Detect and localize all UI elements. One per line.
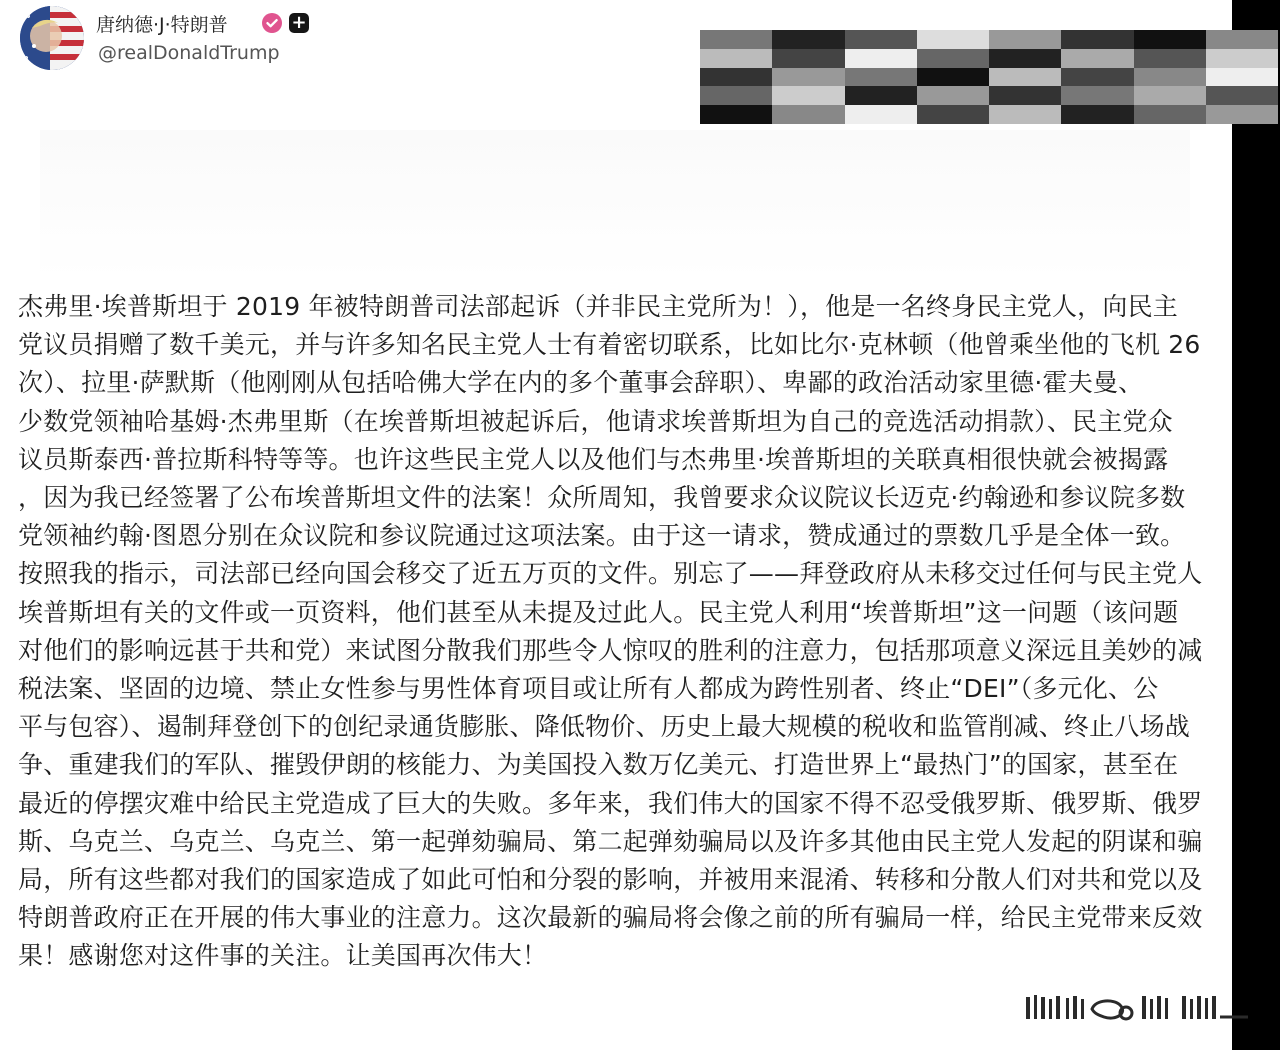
mosaic-cell xyxy=(1061,30,1133,49)
mosaic-cell xyxy=(989,86,1061,105)
plus-icon[interactable]: + xyxy=(289,13,309,33)
mosaic-cell xyxy=(1134,49,1206,68)
mosaic-cell xyxy=(772,30,844,49)
mosaic-cell xyxy=(1206,68,1278,87)
mosaic-cell xyxy=(845,49,917,68)
faded-post-area xyxy=(40,130,1190,280)
mosaic-cell xyxy=(772,105,844,124)
post-body-line: 争、重建我们的军队、摧毁伊朗的核能力、为美国投入数万亿美元、打造世界上“最热门”的国家，甚至在 xyxy=(18,750,1179,780)
post-body-line: 最近的停摆灾难中给民主党造成了巨大的失败。多年来，我们伟大的国家不得不忍受俄罗斯、俄罗斯、俄罗 xyxy=(18,788,1203,818)
mosaic-cell xyxy=(845,68,917,87)
post-body-line: 党议员捐赠了数千美元，并与许多知名民主党人士有着密切联系，比如比尔·克林顿（他曾乘坐他的飞机 26 xyxy=(18,330,1201,360)
post-body-line: 特朗普政府正在开展的伟大事业的注意力。这次最新的骗局将会像之前的所有骗局一样，给民主党带来反效 xyxy=(18,903,1203,933)
mosaic-cell xyxy=(1061,105,1133,124)
mosaic-cell xyxy=(1134,86,1206,105)
watermark-logo xyxy=(1022,993,1252,1023)
post-body xyxy=(18,288,1218,976)
mosaic-cell xyxy=(1206,30,1278,49)
post-body-line: 次）、拉里·萨默斯（他刚刚从包括哈佛大学在内的多个董事会辞职）、卑鄙的政治活动家里德·霍夫曼、 xyxy=(18,368,1144,398)
mosaic-cell xyxy=(1134,105,1206,124)
author-handle[interactable]: @realDonaldTrump xyxy=(98,42,280,64)
post-body-line: 斯、乌克兰、乌克兰、乌克兰、第一起弹劾骗局、第二起弹劾骗局以及许多其他由民主党人发起的阴谋和骗 xyxy=(18,826,1203,856)
mosaic-cell xyxy=(1134,68,1206,87)
mosaic-cell xyxy=(989,30,1061,49)
mosaic-cell xyxy=(700,86,772,105)
mosaic-cell xyxy=(772,86,844,105)
author-avatar[interactable] xyxy=(20,6,84,70)
mosaic-cell xyxy=(989,105,1061,124)
avatar-image xyxy=(20,6,84,70)
mosaic-cell xyxy=(1061,68,1133,87)
right-edge-bar xyxy=(1232,0,1280,1050)
mosaic-cell xyxy=(1134,30,1206,49)
mosaic-cell xyxy=(1061,86,1133,105)
mosaic-cell xyxy=(772,68,844,87)
post-body-line: 平与包容）、遏制拜登创下的创纪录通货膨胀、降低物价、历史上最大规模的税收和监管削减、终止八场战 xyxy=(18,712,1190,742)
mosaic-cell xyxy=(845,86,917,105)
mosaic-cell xyxy=(845,30,917,49)
post-body-line: 埃普斯坦有关的文件或一页资料，他们甚至从未提及过此人。民主党人利用“埃普斯坦”这一问题（该问题 xyxy=(18,597,1179,627)
post-body-line: 税法案、坚固的边境、禁止女性参与男性体育项目或让所有人都成为跨性别者、终止“DEI”（多元化、公 xyxy=(18,674,1159,704)
post-body-line: 果！感谢您对这件事的关注。让美国再次伟大！ xyxy=(18,941,548,971)
mosaic-cell xyxy=(1061,49,1133,68)
mosaic-cell xyxy=(917,105,989,124)
post-body-line: 议员斯泰西·普拉斯科特等等。也许这些民主党人以及他们与杰弗里·埃普斯坦的关联真相很快就会被揭露 xyxy=(18,444,1169,474)
post-body-line: 局，所有这些都对我们的国家造成了如此可怕和分裂的影响，并被用来混淆、转移和分散人们对共和党以及 xyxy=(18,865,1203,895)
verified-badge-icon xyxy=(262,13,282,33)
post-body-line: 对他们的影响远甚于共和党）来试图分散我们那些令人惊叹的胜利的注意力，包括那项意义深远且美妙的减 xyxy=(18,635,1203,665)
mosaic-cell xyxy=(917,68,989,87)
mosaic-redaction xyxy=(700,30,1278,124)
author-name[interactable]: 唐纳德·J·特朗普 xyxy=(96,14,228,36)
mosaic-cell xyxy=(989,68,1061,87)
mosaic-cell xyxy=(917,86,989,105)
mosaic-cell xyxy=(1206,86,1278,105)
mosaic-cell xyxy=(772,49,844,68)
post-body-line: 少数党领袖哈基姆·杰弗里斯（在埃普斯坦被起诉后，他请求埃普斯坦为自己的竞选活动捐款）、民主党众 xyxy=(18,406,1173,436)
post-body-line: 党领袖约翰·图恩分别在众议院和参议院通过这项法案。由于这一请求，赞成通过的票数几乎是全体一致。 xyxy=(18,521,1186,551)
mosaic-cell xyxy=(845,105,917,124)
mosaic-cell xyxy=(700,105,772,124)
mosaic-cell xyxy=(917,49,989,68)
mosaic-cell xyxy=(917,30,989,49)
mosaic-cell xyxy=(989,49,1061,68)
mosaic-cell xyxy=(700,68,772,87)
post-body-line: 杰弗里·埃普斯坦于 2019 年被特朗普司法部起诉（并非民主党所为！），他是一名终身民主党人，向民主 xyxy=(18,292,1178,321)
mosaic-cell xyxy=(1206,49,1278,68)
post-body-line: ，因为我已经签署了公布埃普斯坦文件的法案！众所周知，我曾要求众议院议长迈克·约翰逊和参议院多数 xyxy=(18,483,1186,513)
mosaic-cell xyxy=(700,30,772,49)
post-body-line: 按照我的指示，司法部已经向国会移交了近五万页的文件。别忘了——拜登政府从未移交过任何与民主党人 xyxy=(18,559,1203,589)
mosaic-cell xyxy=(1206,105,1278,124)
mosaic-cell xyxy=(700,49,772,68)
